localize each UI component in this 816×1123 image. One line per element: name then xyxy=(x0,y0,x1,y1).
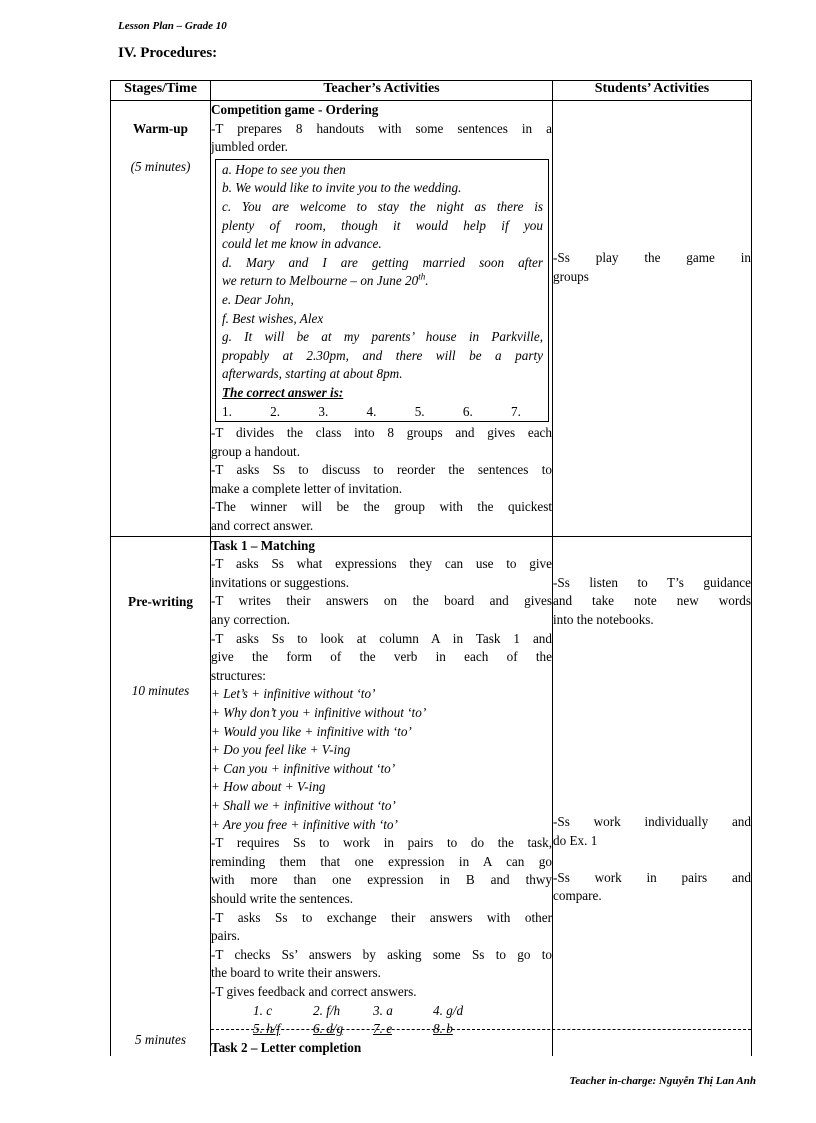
task1-title: Task 1 – Matching xyxy=(211,537,315,553)
task1-line: should write the sentences. xyxy=(211,890,354,906)
section-title: IV. Procedures: xyxy=(118,45,218,61)
answer-key-item: 7. e xyxy=(373,1021,393,1037)
sentence-line: a. Hope to see you then xyxy=(222,161,346,177)
answer-key-item: 1. c xyxy=(253,1002,273,1018)
task1-line: with more than one expression in B and thwy xyxy=(211,872,552,888)
task2-title: Task 2 – Letter completion xyxy=(211,1039,362,1055)
sentence-line: plenty of room, though it would help if you xyxy=(222,217,543,233)
column-header-students: Students’ Activities xyxy=(553,81,752,101)
task1-line: -T asks Ss what expressions they can use to give xyxy=(211,556,552,572)
page-cutoff xyxy=(110,1056,760,1076)
student-activity-line: and take note new words xyxy=(553,593,751,609)
warmup-intro-line: -T prepares 8 handouts with some sentences in a xyxy=(211,120,552,136)
answer-label: The correct answer is: xyxy=(222,384,344,400)
task1-line: structures: xyxy=(211,667,266,683)
student-activity-line: -Ss play the game in xyxy=(553,250,751,265)
prewriting-students-cell xyxy=(553,536,752,1058)
task1-line: the board to write their answers. xyxy=(211,965,381,981)
sentence-line: propably at 2.30pm, and there will be a party xyxy=(222,347,543,363)
answer-number: 5. xyxy=(414,403,425,419)
warmup-step-line: -T divides the class into 8 groups and gives each xyxy=(211,425,552,441)
sentence-line: f. Best wishes, Alex xyxy=(222,310,324,326)
answer-key-item: 5. h/f xyxy=(253,1021,281,1037)
prewriting-time: 10 minutes xyxy=(131,683,190,699)
student-activity-line: -Ss work individually and xyxy=(553,814,751,830)
ordinal-superscript: th xyxy=(418,271,426,282)
answer-numbers xyxy=(222,403,543,422)
structure-item: + Why don’t you + infinitive without ‘to’ xyxy=(211,705,427,720)
sentence-line: d. Mary and I are getting married soon after xyxy=(222,254,543,270)
warmup-step-line: make a complete letter of invitation. xyxy=(211,480,403,496)
task1-line: pairs. xyxy=(211,928,240,944)
teacher-name: Nguyễn Thị Lan Anh xyxy=(658,1075,756,1087)
answer-number: 1. xyxy=(222,403,232,419)
answer-number: 7. xyxy=(511,403,521,419)
warmup-intro-line: jumbled order. xyxy=(211,139,288,155)
warmup-time: (5 minutes) xyxy=(130,158,191,174)
task1-line: any correction. xyxy=(211,612,291,628)
structure-item: + Let’s + infinitive without ‘to’ xyxy=(211,686,376,702)
column-header-stages: Stages/Time xyxy=(111,81,211,101)
warmup-step-line: group a handout. xyxy=(211,443,300,459)
procedures-table xyxy=(110,80,752,1058)
warmup-step-line: and correct answer. xyxy=(211,518,314,534)
task1-line: reminding them that one expression in A can go xyxy=(211,853,552,869)
sentence-line: we return to Melbourne – on June 20th. xyxy=(222,271,429,289)
structure-item: + Would you like + infinitive with ‘to’ xyxy=(211,723,412,739)
sentence-line: afterwards, starting at about 8pm. xyxy=(222,366,403,382)
prewriting-teacher-cell xyxy=(211,536,553,1058)
table-row-warmup xyxy=(111,101,752,537)
prewriting-stage-label: Pre-writing xyxy=(128,593,193,609)
task1-line: -T checks Ss’ answers by asking some Ss to go to xyxy=(211,946,552,962)
student-activity-line: into the notebooks. xyxy=(553,611,654,627)
answer-key-item: 6. d/g xyxy=(313,1021,344,1037)
prewriting-stage-cell xyxy=(111,536,211,1058)
answer-key-item: 8. b xyxy=(433,1021,453,1037)
task1-line: -T requires Ss to work in pairs to do the task, xyxy=(211,835,552,851)
warmup-stage-cell xyxy=(111,101,211,537)
task2-time: 5 minutes xyxy=(135,1031,186,1047)
warmup-students-cell xyxy=(553,101,752,537)
sentence-line: b. We would like to invite you to the wedding. xyxy=(222,180,462,196)
structure-item: + Can you + infinitive without ‘to’ xyxy=(211,760,396,776)
answer-number: 6. xyxy=(462,403,473,419)
warmup-step-line: -The winner will be the group with the quickest xyxy=(211,499,552,515)
structure-item: + Do you feel like + V-ing xyxy=(211,742,351,758)
warmup-stage-label: Warm-up xyxy=(133,121,188,136)
sentence-line: could let me know in advance. xyxy=(222,236,382,252)
student-activity-line: -Ss work in pairs and xyxy=(553,869,751,885)
column-header-teacher: Teacher’s Activities xyxy=(211,81,553,101)
table-header-row xyxy=(111,81,752,101)
answer-key-item: 2. f/h xyxy=(313,1002,341,1018)
task1-line: give the form of the verb in each of the xyxy=(211,649,552,665)
sentence-line: e. Dear John, xyxy=(222,291,294,307)
answer-number: 2. xyxy=(270,403,281,419)
row-divider-dashed xyxy=(211,1029,751,1030)
answer-key-row xyxy=(211,1002,552,1021)
structure-item: + Are you free + infinitive with ‘to’ xyxy=(211,816,398,832)
document-header: Lesson Plan – Grade 10 xyxy=(118,20,227,32)
warmup-step-line: -T asks Ss to discuss to reorder the sentences to xyxy=(211,462,552,478)
student-activity-line: compare. xyxy=(553,888,602,904)
answer-key-item: 4. g/d xyxy=(433,1002,464,1018)
task1-line: -T asks Ss to look at column A in Task 1 and xyxy=(211,630,552,646)
task1-line: -T asks Ss to exchange their answers with other xyxy=(211,909,552,925)
structure-item: + How about + V-ing xyxy=(211,779,326,795)
answer-number: 4. xyxy=(366,403,377,419)
sentence-line: c. You are welcome to stay the night as there is xyxy=(222,198,543,214)
footer-label: Teacher in-charge: xyxy=(569,1075,657,1087)
task1-line: invitations or suggestions. xyxy=(211,574,350,590)
student-activity-line: groups xyxy=(553,268,589,284)
answer-key-item: 3. a xyxy=(373,1002,393,1018)
task1-line: -T gives feedback and correct answers. xyxy=(211,983,417,999)
jumbled-sentences-box xyxy=(215,159,549,422)
task1-line: -T writes their answers on the board and gives xyxy=(211,593,552,609)
footer xyxy=(569,1075,756,1087)
warmup-title: Competition game - Ordering xyxy=(211,102,379,117)
student-activity-line: -Ss listen to T’s guidance xyxy=(553,574,751,590)
table-row-prewriting xyxy=(111,536,752,1058)
sentence-line: g. It will be at my parents’ house in Parkville, xyxy=(222,329,543,345)
structure-item: + Shall we + infinitive without ‘to’ xyxy=(211,797,396,813)
student-activity-line: do Ex. 1 xyxy=(553,833,598,849)
warmup-teacher-cell xyxy=(211,101,553,537)
answer-number: 3. xyxy=(318,403,329,419)
sentence-text: we return to Melbourne – on June 20 xyxy=(222,273,419,289)
